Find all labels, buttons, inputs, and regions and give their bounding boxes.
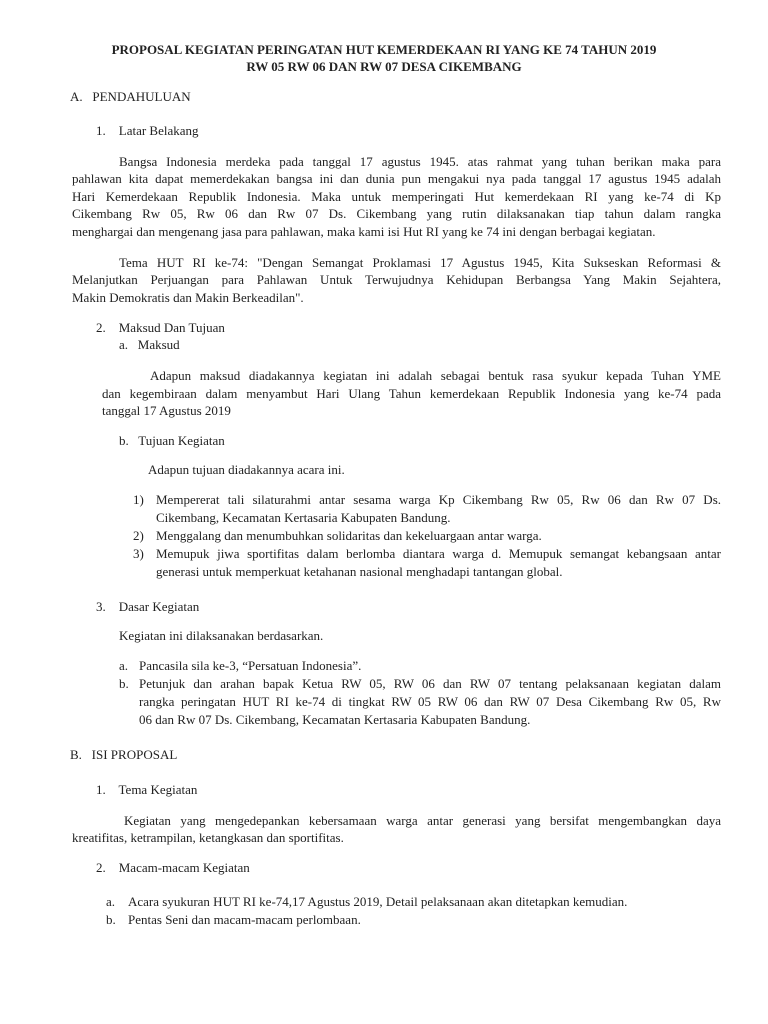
tujuan-item-3-line-2: generasi untuk memperkuat ketahanan nasional menghadapi tantangan global. — [156, 564, 563, 579]
macam-item-letter: b. — [106, 912, 116, 927]
paragraph-tema-kegiatan-line-2: kreatifitas, ketrampilan, ketangkasan dan sportifitas. — [72, 830, 344, 845]
document-title-line-2: RW 05 RW 06 DAN RW 07 DESA CIKEMBANG — [246, 59, 522, 74]
tujuan-item-number: 3) — [133, 546, 144, 561]
dasar-item-b-line-3: 06 dan Rw 07 Ds. Cikembang, Kecamatan Kertasaria Kabupaten Bandung. — [139, 712, 531, 727]
dasar-item-letter: b. — [119, 676, 129, 691]
paragraph-latar-line-3: Hari Kemerdekaan Republik Indonesia. Maka untuk memperingati Hut kemerdekaan RI yang ke-74 di Kp — [72, 189, 721, 204]
paragraph-dasar-intro: Kegiatan ini dilaksanakan berdasarkan. — [119, 628, 324, 643]
section-b-heading: B. ISI PROPOSAL — [70, 747, 178, 762]
paragraph-tema-kegiatan-line-1: Kegiatan yang mengedepankan kebersamaan warga antar generasi yang bersifat mengembangkan daya — [124, 813, 721, 828]
paragraph-tema-line-3: Makin Demokratis dan Makin Berkeadilan". — [72, 290, 304, 305]
tujuan-item-1-line-2: Cikembang, Kecamatan Kertasaria Kabupaten Bandung. — [156, 510, 451, 525]
paragraph-tujuan-intro: Adapun tujuan diadakannya acara ini. — [148, 462, 345, 477]
paragraph-latar-line-1: Bangsa Indonesia merdeka pada tanggal 17 agustus 1945. atas rahmat yang tuhan berikan maka para — [119, 154, 721, 169]
paragraph-maksud-line-3: tanggal 17 Agustus 2019 — [102, 403, 231, 418]
paragraph-tema-line-2: Melanjutkan Perjuangan para Pahlawan Untuk Terwujudnya Kehidupan Berbangsa Yang Makin Sejahtera, — [72, 272, 721, 287]
tujuan-item-1-line-1: Mempererat tali silaturahmi antar sesama warga Kp Cikembang Rw 05, Rw 06 dan Rw 07 Ds. — [156, 492, 721, 507]
heading-tema-kegiatan: 1. Tema Kegiatan — [96, 782, 198, 797]
tujuan-item-2-line-1: Menggalang dan menumbuhkan solidaritas dan kekeluargaan antar warga. — [156, 528, 542, 543]
document-title-line-1: PROPOSAL KEGIATAN PERINGATAN HUT KEMERDEKAAN RI YANG KE 74 TAHUN 2019 — [111, 42, 657, 57]
paragraph-maksud-line-2: dan kegembiraan dalam menyambut Hari Ulang Tahun kemerdekaan Republik Indonesia yang ke-74 pada — [102, 386, 721, 401]
paragraph-tema-line-1: Tema HUT RI ke-74: "Dengan Semangat Proklamasi 17 Agustus 1945, Kita Sukseskan Reformasi & — [119, 255, 721, 270]
heading-dasar-kegiatan: 3. Dasar Kegiatan — [96, 599, 200, 614]
heading-latar-belakang: 1. Latar Belakang — [96, 123, 199, 138]
macam-item-b: Pentas Seni dan macam-macam perlombaan. — [128, 912, 361, 927]
paragraph-latar-line-5: menghargai dan mengenang jasa para pahlawan, maka kami isi Hut RI yang ke 74 ini dengan berbagai kegiatan. — [72, 224, 656, 239]
paragraph-latar-line-2: pahlawan kita dapat memerdekakan bangsa ini dan dunia pun mengakui nya pada tanggal 17 agustus 1945 adalah — [72, 171, 721, 186]
heading-maksud-tujuan: 2. Maksud Dan Tujuan — [96, 320, 225, 335]
heading-macam-kegiatan: 2. Macam-macam Kegiatan — [96, 860, 250, 875]
dasar-item-letter: a. — [119, 658, 129, 673]
heading-tujuan-kegiatan: b. Tujuan Kegiatan — [119, 433, 225, 448]
dasar-item-b-line-2: rangka peringatan HUT RI ke-74 di tingkat RW 05 RW 06 dan RW 07 Desa Cikembang Rw 05, Rw — [139, 694, 721, 709]
section-a-heading: A. PENDAHULUAN — [70, 89, 191, 104]
paragraph-maksud-line-1: Adapun maksud diadakannya kegiatan ini adalah sebagai bentuk rasa syukur kepada Tuhan YME — [150, 368, 721, 383]
macam-item-a: Acara syukuran HUT RI ke-74,17 Agustus 2019, Detail pelaksanaan akan ditetapkan kemudian. — [128, 894, 628, 909]
tujuan-item-number: 2) — [133, 528, 144, 543]
dasar-item-b-line-1: Petunjuk dan arahan bapak Ketua RW 05, RW 06 dan RW 07 tentang pelaksanaan kegiatan dalam — [139, 676, 721, 691]
tujuan-item-3-line-1: Memupuk jiwa sportifitas dalam berlomba diantara warga d. Memupuk semangat kebangsaan antar — [156, 546, 721, 561]
heading-maksud: a. Maksud — [119, 337, 180, 352]
tujuan-item-number: 1) — [133, 492, 144, 507]
dasar-item-a-line-1: Pancasila sila ke-3, “Persatuan Indonesia”. — [139, 658, 362, 673]
macam-item-letter: a. — [106, 894, 116, 909]
paragraph-latar-line-4: Cikembang Rw 05, Rw 06 dan Rw 07 Ds. Cikembang yang rutin dilaksanakan tiap tahun dalam rangka — [72, 206, 721, 221]
